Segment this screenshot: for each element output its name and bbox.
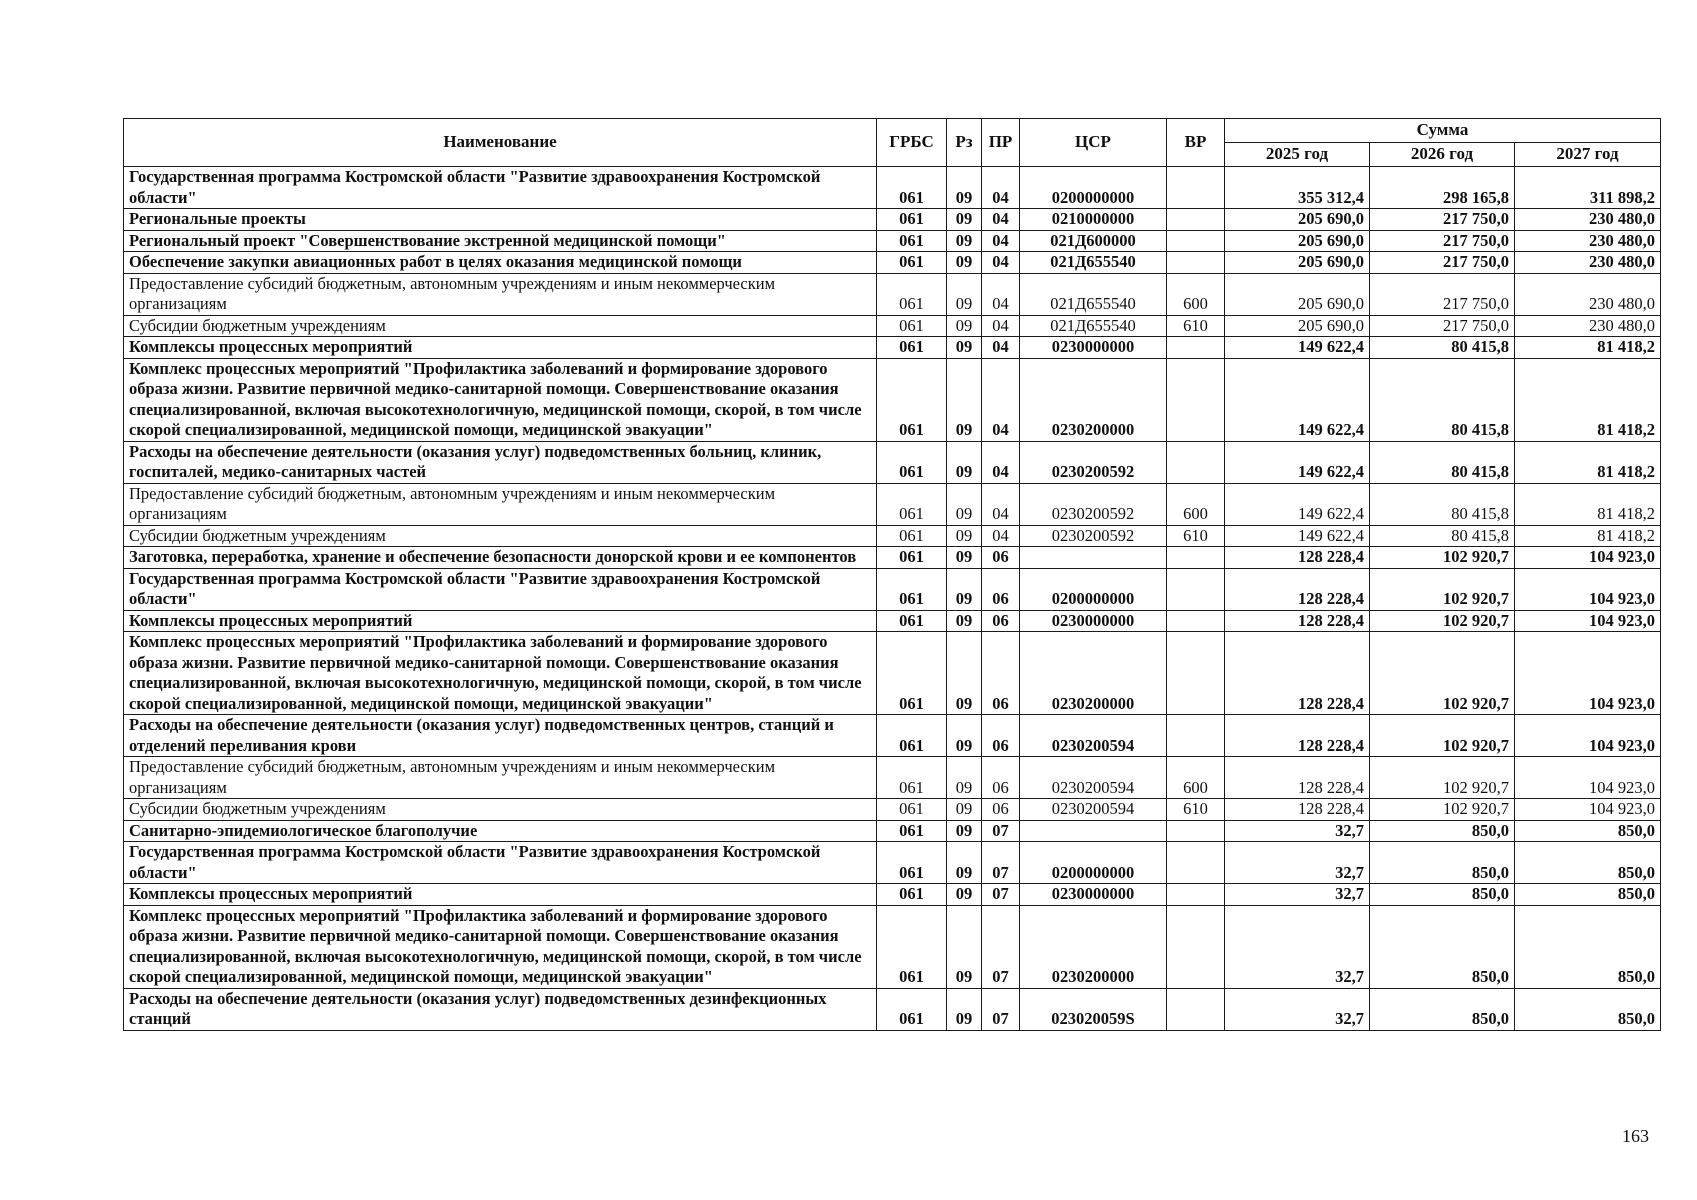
cell-vr (1167, 547, 1225, 569)
cell-sum-2027: 81 418,2 (1515, 441, 1661, 483)
cell-pr: 07 (982, 884, 1020, 906)
table-row (124, 483, 1661, 525)
cell-sum-2027: 850,0 (1515, 905, 1661, 988)
cell-sum-2026: 850,0 (1370, 820, 1515, 842)
cell-sum-2025: 128 228,4 (1225, 799, 1370, 821)
cell-vr: 610 (1167, 315, 1225, 337)
cell-csr: 0200000000 (1020, 842, 1167, 884)
cell-rz: 09 (947, 273, 982, 315)
table-row (124, 988, 1661, 1030)
cell-rz: 09 (947, 842, 982, 884)
cell-sum-2027: 850,0 (1515, 884, 1661, 906)
cell-sum-2026: 80 415,8 (1370, 358, 1515, 441)
cell-pr: 04 (982, 441, 1020, 483)
cell-csr: 0210000000 (1020, 209, 1167, 231)
cell-sum-2027: 850,0 (1515, 842, 1661, 884)
cell-pr: 04 (982, 167, 1020, 209)
cell-sum-2026: 102 920,7 (1370, 547, 1515, 569)
header-vr: ВР (1167, 119, 1225, 167)
cell-csr: 0230200594 (1020, 757, 1167, 799)
cell-pr: 06 (982, 610, 1020, 632)
cell-rz: 09 (947, 884, 982, 906)
table-row (124, 358, 1661, 441)
cell-pr: 07 (982, 905, 1020, 988)
cell-sum-2025: 149 622,4 (1225, 441, 1370, 483)
cell-grbs: 061 (877, 252, 947, 274)
table-row (124, 273, 1661, 315)
cell-csr: 0230200594 (1020, 799, 1167, 821)
cell-sum-2026: 80 415,8 (1370, 525, 1515, 547)
cell-name: Комплексы процессных мероприятий (124, 610, 877, 632)
cell-rz: 09 (947, 525, 982, 547)
cell-pr: 04 (982, 483, 1020, 525)
table-row (124, 632, 1661, 715)
cell-pr: 04 (982, 230, 1020, 252)
cell-grbs: 061 (877, 441, 947, 483)
cell-vr: 610 (1167, 525, 1225, 547)
cell-pr: 06 (982, 632, 1020, 715)
cell-grbs: 061 (877, 273, 947, 315)
cell-name: Субсидии бюджетным учреждениям (124, 525, 877, 547)
cell-csr: 021Д655540 (1020, 315, 1167, 337)
cell-vr (1167, 610, 1225, 632)
cell-sum-2026: 102 920,7 (1370, 610, 1515, 632)
cell-sum-2025: 128 228,4 (1225, 610, 1370, 632)
cell-name: Комплексы процессных мероприятий (124, 337, 877, 359)
cell-rz: 09 (947, 715, 982, 757)
table-row (124, 230, 1661, 252)
cell-name: Региональные проекты (124, 209, 877, 231)
cell-grbs: 061 (877, 884, 947, 906)
cell-csr (1020, 547, 1167, 569)
cell-pr: 04 (982, 252, 1020, 274)
cell-name: Предоставление субсидий бюджетным, автономным учреждениям и иным некоммерческим организациям (124, 757, 877, 799)
cell-pr: 06 (982, 568, 1020, 610)
budget-table (123, 118, 1661, 1031)
cell-grbs: 061 (877, 167, 947, 209)
cell-grbs: 061 (877, 757, 947, 799)
table-row (124, 547, 1661, 569)
table-row (124, 525, 1661, 547)
cell-sum-2025: 205 690,0 (1225, 273, 1370, 315)
cell-vr (1167, 632, 1225, 715)
cell-vr (1167, 441, 1225, 483)
cell-grbs: 061 (877, 525, 947, 547)
cell-sum-2027: 104 923,0 (1515, 610, 1661, 632)
cell-name: Комплекс процессных мероприятий "Профилактика заболеваний и формирование здорового образа жизни. Развитие первичной медико-санитарной помощи. Совершенствование оказания специализированной, включая высокотехнологичную, медицинской помощи, скорой, в том числе скорой специализированной, медицинской помощи, медицинской эвакуации" (124, 632, 877, 715)
cell-csr: 0230200592 (1020, 441, 1167, 483)
cell-name: Региональный проект "Совершенствование экстренной медицинской помощи" (124, 230, 877, 252)
cell-pr: 07 (982, 842, 1020, 884)
table-row (124, 568, 1661, 610)
cell-pr: 07 (982, 820, 1020, 842)
cell-sum-2026: 850,0 (1370, 988, 1515, 1030)
cell-sum-2027: 850,0 (1515, 988, 1661, 1030)
cell-name: Государственная программа Костромской области "Развитие здравоохранения Костромской области" (124, 842, 877, 884)
table-row (124, 315, 1661, 337)
cell-grbs: 061 (877, 715, 947, 757)
table-row (124, 757, 1661, 799)
cell-sum-2026: 217 750,0 (1370, 230, 1515, 252)
cell-sum-2026: 80 415,8 (1370, 441, 1515, 483)
cell-sum-2026: 217 750,0 (1370, 209, 1515, 231)
cell-sum-2026: 217 750,0 (1370, 252, 1515, 274)
cell-vr (1167, 252, 1225, 274)
cell-pr: 04 (982, 337, 1020, 359)
cell-vr (1167, 568, 1225, 610)
table-row (124, 820, 1661, 842)
table-row (124, 905, 1661, 988)
cell-sum-2027: 230 480,0 (1515, 273, 1661, 315)
cell-rz: 09 (947, 252, 982, 274)
cell-csr: 0200000000 (1020, 167, 1167, 209)
cell-sum-2025: 128 228,4 (1225, 632, 1370, 715)
cell-name: Субсидии бюджетным учреждениям (124, 799, 877, 821)
cell-sum-2027: 104 923,0 (1515, 547, 1661, 569)
cell-grbs: 061 (877, 483, 947, 525)
header-2026: 2026 год (1370, 143, 1515, 167)
cell-pr: 04 (982, 273, 1020, 315)
cell-sum-2027: 81 418,2 (1515, 358, 1661, 441)
cell-rz: 09 (947, 568, 982, 610)
cell-rz: 09 (947, 610, 982, 632)
cell-csr (1020, 820, 1167, 842)
cell-grbs: 061 (877, 547, 947, 569)
table-row (124, 799, 1661, 821)
cell-vr: 600 (1167, 483, 1225, 525)
cell-rz: 09 (947, 757, 982, 799)
cell-sum-2025: 149 622,4 (1225, 483, 1370, 525)
cell-rz: 09 (947, 483, 982, 525)
cell-pr: 06 (982, 715, 1020, 757)
cell-name: Предоставление субсидий бюджетным, автономным учреждениям и иным некоммерческим организациям (124, 273, 877, 315)
cell-csr: 0200000000 (1020, 568, 1167, 610)
cell-sum-2025: 32,7 (1225, 884, 1370, 906)
cell-vr (1167, 842, 1225, 884)
table-row (124, 884, 1661, 906)
cell-sum-2027: 104 923,0 (1515, 757, 1661, 799)
cell-sum-2025: 128 228,4 (1225, 757, 1370, 799)
cell-vr (1167, 337, 1225, 359)
cell-sum-2026: 298 165,8 (1370, 167, 1515, 209)
cell-name: Санитарно-эпидемиологическое благополучие (124, 820, 877, 842)
header-sum: Сумма (1225, 119, 1661, 143)
cell-sum-2026: 80 415,8 (1370, 337, 1515, 359)
page-number: 163 (1622, 1126, 1649, 1146)
cell-rz: 09 (947, 905, 982, 988)
cell-grbs: 061 (877, 358, 947, 441)
cell-sum-2025: 205 690,0 (1225, 252, 1370, 274)
cell-pr: 06 (982, 799, 1020, 821)
cell-sum-2026: 217 750,0 (1370, 273, 1515, 315)
cell-csr: 0230200000 (1020, 905, 1167, 988)
cell-name: Субсидии бюджетным учреждениям (124, 315, 877, 337)
cell-vr (1167, 209, 1225, 231)
cell-sum-2027: 104 923,0 (1515, 799, 1661, 821)
table-row (124, 842, 1661, 884)
cell-grbs: 061 (877, 820, 947, 842)
cell-grbs: 061 (877, 568, 947, 610)
cell-rz: 09 (947, 547, 982, 569)
cell-sum-2025: 205 690,0 (1225, 209, 1370, 231)
table-row (124, 167, 1661, 209)
cell-sum-2025: 32,7 (1225, 842, 1370, 884)
cell-sum-2025: 149 622,4 (1225, 358, 1370, 441)
cell-sum-2027: 311 898,2 (1515, 167, 1661, 209)
cell-csr: 0230000000 (1020, 610, 1167, 632)
header-name: Наименование (124, 119, 877, 167)
header-grbs: ГРБС (877, 119, 947, 167)
cell-pr: 06 (982, 757, 1020, 799)
cell-name: Заготовка, переработка, хранение и обеспечение безопасности донорской крови и ее компонентов (124, 547, 877, 569)
cell-pr: 06 (982, 547, 1020, 569)
cell-rz: 09 (947, 167, 982, 209)
table-row (124, 715, 1661, 757)
header-2025: 2025 год (1225, 143, 1370, 167)
cell-csr: 0230200592 (1020, 525, 1167, 547)
cell-sum-2025: 32,7 (1225, 905, 1370, 988)
cell-vr (1167, 884, 1225, 906)
cell-name: Расходы на обеспечение деятельности (оказания услуг) подведомственных центров, станций и отделений переливания крови (124, 715, 877, 757)
cell-sum-2027: 104 923,0 (1515, 632, 1661, 715)
cell-sum-2025: 32,7 (1225, 820, 1370, 842)
cell-rz: 09 (947, 441, 982, 483)
cell-pr: 04 (982, 358, 1020, 441)
cell-vr (1167, 820, 1225, 842)
cell-csr: 023020059S (1020, 988, 1167, 1030)
cell-sum-2027: 230 480,0 (1515, 230, 1661, 252)
cell-sum-2027: 81 418,2 (1515, 483, 1661, 525)
cell-vr (1167, 230, 1225, 252)
cell-sum-2027: 104 923,0 (1515, 568, 1661, 610)
cell-grbs: 061 (877, 799, 947, 821)
cell-grbs: 061 (877, 337, 947, 359)
header-rz: Рз (947, 119, 982, 167)
cell-sum-2025: 205 690,0 (1225, 230, 1370, 252)
cell-sum-2025: 149 622,4 (1225, 337, 1370, 359)
cell-rz: 09 (947, 337, 982, 359)
cell-vr: 600 (1167, 757, 1225, 799)
cell-sum-2026: 850,0 (1370, 884, 1515, 906)
cell-csr: 0230000000 (1020, 884, 1167, 906)
cell-rz: 09 (947, 230, 982, 252)
header-2027: 2027 год (1515, 143, 1661, 167)
cell-name: Предоставление субсидий бюджетным, автономным учреждениям и иным некоммерческим организациям (124, 483, 877, 525)
cell-csr: 0230200000 (1020, 632, 1167, 715)
cell-name: Расходы на обеспечение деятельности (оказания услуг) подведомственных дезинфекционных станций (124, 988, 877, 1030)
cell-sum-2027: 230 480,0 (1515, 209, 1661, 231)
cell-sum-2025: 355 312,4 (1225, 167, 1370, 209)
cell-sum-2027: 850,0 (1515, 820, 1661, 842)
cell-vr (1167, 988, 1225, 1030)
cell-csr: 0230200592 (1020, 483, 1167, 525)
cell-name: Государственная программа Костромской области "Развитие здравоохранения Костромской области" (124, 167, 877, 209)
header-csr: ЦСР (1020, 119, 1167, 167)
cell-csr: 0230000000 (1020, 337, 1167, 359)
cell-csr: 021Д600000 (1020, 230, 1167, 252)
cell-vr (1167, 715, 1225, 757)
cell-csr: 021Д655540 (1020, 273, 1167, 315)
cell-rz: 09 (947, 209, 982, 231)
cell-vr (1167, 167, 1225, 209)
cell-sum-2025: 128 228,4 (1225, 547, 1370, 569)
cell-sum-2027: 81 418,2 (1515, 337, 1661, 359)
cell-sum-2026: 80 415,8 (1370, 483, 1515, 525)
cell-sum-2026: 850,0 (1370, 905, 1515, 988)
cell-sum-2025: 128 228,4 (1225, 568, 1370, 610)
cell-sum-2027: 230 480,0 (1515, 252, 1661, 274)
header-pr: ПР (982, 119, 1020, 167)
cell-grbs: 061 (877, 610, 947, 632)
cell-rz: 09 (947, 315, 982, 337)
table-header (124, 119, 1661, 167)
cell-sum-2027: 104 923,0 (1515, 715, 1661, 757)
cell-rz: 09 (947, 820, 982, 842)
cell-vr: 600 (1167, 273, 1225, 315)
cell-sum-2027: 81 418,2 (1515, 525, 1661, 547)
cell-grbs: 061 (877, 315, 947, 337)
cell-grbs: 061 (877, 842, 947, 884)
cell-sum-2026: 102 920,7 (1370, 799, 1515, 821)
cell-rz: 09 (947, 799, 982, 821)
table-row (124, 441, 1661, 483)
cell-sum-2026: 102 920,7 (1370, 568, 1515, 610)
cell-pr: 04 (982, 315, 1020, 337)
cell-rz: 09 (947, 632, 982, 715)
cell-csr: 021Д655540 (1020, 252, 1167, 274)
cell-pr: 07 (982, 988, 1020, 1030)
cell-vr: 610 (1167, 799, 1225, 821)
cell-vr (1167, 358, 1225, 441)
cell-sum-2026: 102 920,7 (1370, 757, 1515, 799)
cell-sum-2026: 102 920,7 (1370, 715, 1515, 757)
cell-vr (1167, 905, 1225, 988)
cell-sum-2027: 230 480,0 (1515, 315, 1661, 337)
cell-name: Расходы на обеспечение деятельности (оказания услуг) подведомственных больниц, клиник, госпиталей, медико-санитарных частей (124, 441, 877, 483)
table-row (124, 252, 1661, 274)
cell-sum-2025: 128 228,4 (1225, 715, 1370, 757)
cell-csr: 0230200000 (1020, 358, 1167, 441)
cell-grbs: 061 (877, 905, 947, 988)
table-body (124, 167, 1661, 1031)
cell-grbs: 061 (877, 209, 947, 231)
cell-csr: 0230200594 (1020, 715, 1167, 757)
cell-pr: 04 (982, 525, 1020, 547)
cell-grbs: 061 (877, 230, 947, 252)
cell-sum-2026: 217 750,0 (1370, 315, 1515, 337)
cell-name: Государственная программа Костромской области "Развитие здравоохранения Костромской области" (124, 568, 877, 610)
cell-rz: 09 (947, 988, 982, 1030)
table-row (124, 337, 1661, 359)
cell-name: Обеспечение закупки авиационных работ в целях оказания медицинской помощи (124, 252, 877, 274)
cell-grbs: 061 (877, 988, 947, 1030)
cell-name: Комплекс процессных мероприятий "Профилактика заболеваний и формирование здорового образа жизни. Развитие первичной медико-санитарной помощи. Совершенствование оказания специализированной, включая высокотехнологичную, медицинской помощи, скорой, в том числе скорой специализированной, медицинской помощи, медицинской эвакуации" (124, 358, 877, 441)
cell-sum-2026: 102 920,7 (1370, 632, 1515, 715)
cell-pr: 04 (982, 209, 1020, 231)
cell-sum-2025: 149 622,4 (1225, 525, 1370, 547)
cell-sum-2025: 32,7 (1225, 988, 1370, 1030)
cell-sum-2025: 205 690,0 (1225, 315, 1370, 337)
cell-name: Комплекс процессных мероприятий "Профилактика заболеваний и формирование здорового образа жизни. Развитие первичной медико-санитарной помощи. Совершенствование оказания специализированной, включая высокотехнологичную, медицинской помощи, скорой, в том числе скорой специализированной, медицинской помощи, медицинской эвакуации" (124, 905, 877, 988)
table-row (124, 209, 1661, 231)
cell-name: Комплексы процессных мероприятий (124, 884, 877, 906)
cell-grbs: 061 (877, 632, 947, 715)
table-row (124, 610, 1661, 632)
cell-sum-2026: 850,0 (1370, 842, 1515, 884)
cell-rz: 09 (947, 358, 982, 441)
